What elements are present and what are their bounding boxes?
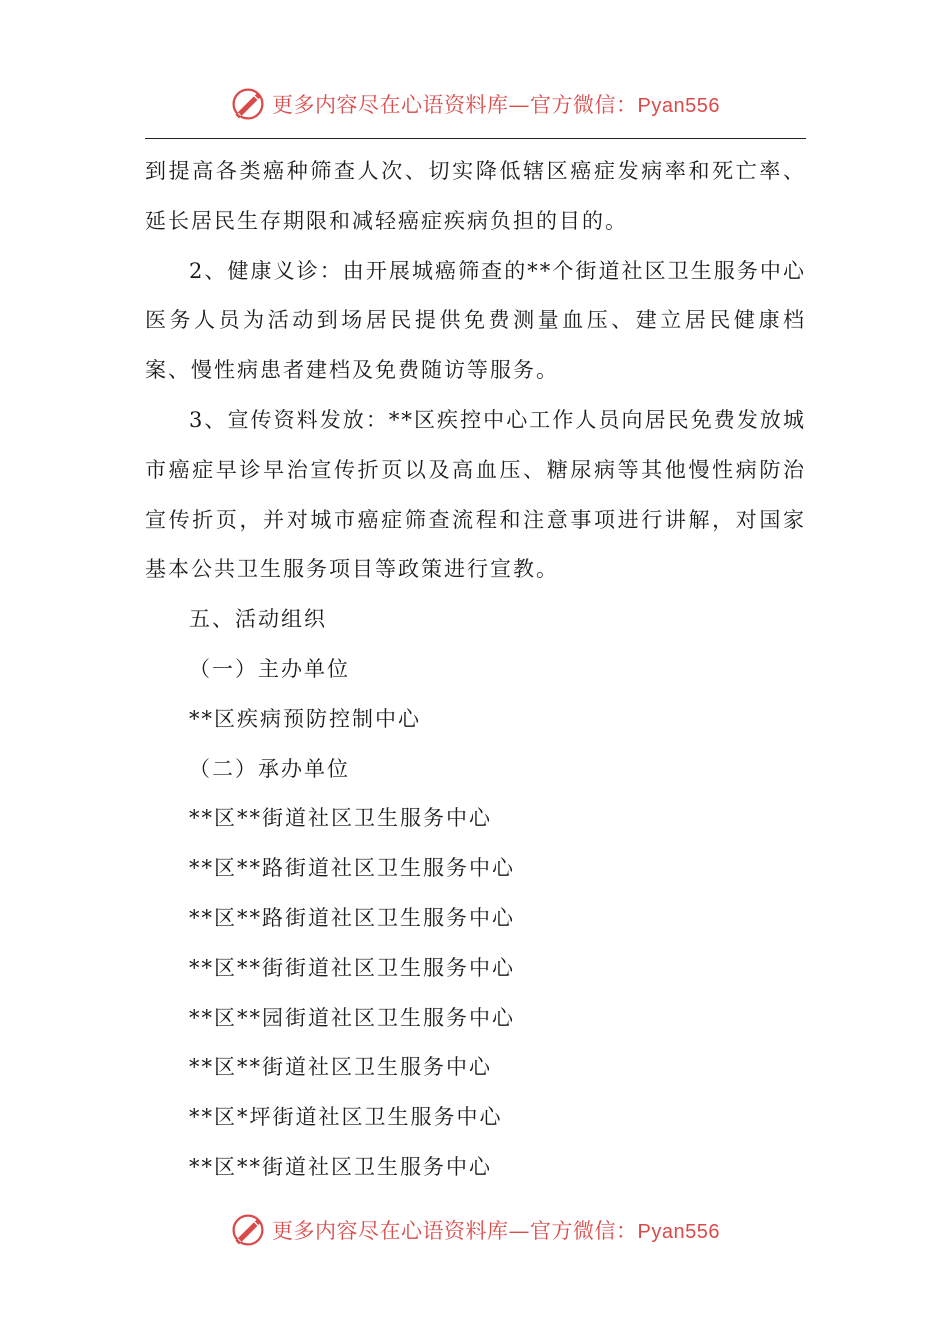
paragraph-health-clinic: 2、健康义诊：由开展城癌筛查的**个街道社区卫生服务中心医务人员为活动到场居民提供免费测量血压、建立居民健康档案、慢性病患者建档及免费随访等服务。	[145, 258, 806, 383]
banner-wechat-id: Pyan556	[637, 95, 720, 117]
organizer-item: **区*坪街道社区卫生服务中心	[189, 1105, 503, 1130]
document-body	[145, 147, 806, 1193]
organizer-item: **区**路街道社区卫生服务中心	[189, 905, 515, 930]
banner-main-text: 更多内容尽在心语资料库—官方微信：	[272, 1219, 638, 1243]
pen-logo-icon	[230, 86, 266, 122]
host-heading: （一）主办单位	[189, 656, 350, 681]
host-unit: **区疾病预防控制中心	[189, 706, 421, 731]
paragraph-continuation: 到提高各类癌种筛查人次、切实降低辖区癌症发病率和死亡率、延长居民生存期限和减轻癌症疾病负担的目的。	[145, 159, 806, 233]
section-title: 五、活动组织	[189, 607, 327, 632]
organizer-heading: （二）承办单位	[189, 756, 350, 781]
header-divider	[145, 138, 806, 139]
banner-wechat-id: Pyan556	[637, 1221, 720, 1243]
organizer-item: **区**街道社区卫生服务中心	[189, 1154, 492, 1179]
pen-logo-icon	[230, 1212, 266, 1248]
organizer-item: **区**街街道社区卫生服务中心	[189, 955, 515, 980]
organizer-item: **区**街道社区卫生服务中心	[189, 1055, 492, 1080]
banner-text	[272, 89, 720, 119]
banner-text	[272, 1215, 720, 1245]
organizer-item: **区**园街道社区卫生服务中心	[189, 1005, 515, 1030]
paragraph-materials: 3、宣传资料发放：**区疾控中心工作人员向居民免费发放城市癌症早诊早治宣传折页以及高血压、糖尿病等其他慢性病防治宣传折页，并对城市癌症筛查流程和注意事项进行讲解，对国家基本公共卫生服务项目等政策进行宣教。	[145, 407, 806, 582]
footer-banner	[0, 1208, 950, 1252]
banner-main-text: 更多内容尽在心语资料库—官方微信：	[272, 93, 638, 117]
organizer-item: **区**街道社区卫生服务中心	[189, 806, 492, 831]
header-banner	[0, 82, 950, 126]
organizer-item: **区**路街道社区卫生服务中心	[189, 856, 515, 881]
